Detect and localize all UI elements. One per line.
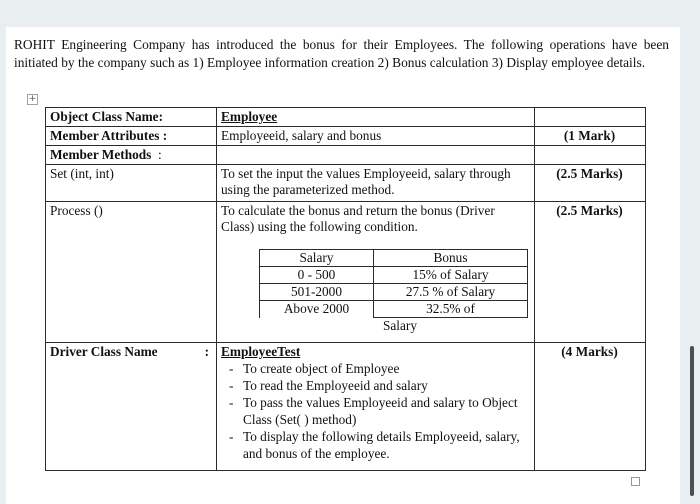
- list-item: - To display the following details Employeeid, salary, and bonus of the employee.: [229, 428, 529, 462]
- member-attributes-label: Member Attributes: [50, 128, 160, 143]
- bonus-cell: 0 - 500: [260, 267, 374, 284]
- row-member-attributes: [46, 127, 646, 146]
- process-method-marks: (2.5 Marks): [535, 202, 646, 343]
- bonus-cell: 27.5 % of Salary: [374, 284, 528, 301]
- member-methods-label: Member Methods: [50, 147, 152, 162]
- list-item: - To read the Employeeid and salary: [229, 377, 529, 394]
- member-methods-value: [217, 146, 535, 165]
- row-process-method: [46, 202, 646, 343]
- process-method-desc: To calculate the bonus and return the bonus (Driver Class) using the following condition.: [221, 203, 495, 234]
- bonus-header-salary: Salary: [260, 250, 374, 267]
- table-move-handle-icon[interactable]: +: [28, 94, 37, 104]
- object-class-marks: [535, 108, 646, 127]
- member-methods-label-cell: Member Methods :: [46, 146, 217, 165]
- member-attributes-marks: (1 Mark): [535, 127, 646, 146]
- driver-class-value: EmployeeTest: [221, 344, 301, 359]
- list-item: - To create object of Employee: [229, 360, 529, 377]
- row-driver-class: [46, 343, 646, 471]
- bonus-table: [259, 249, 528, 318]
- bonus-header-bonus: Bonus: [374, 250, 528, 267]
- set-method-label: Set (int, int): [46, 165, 217, 202]
- driver-class-cell: [217, 343, 535, 471]
- member-attributes-label-cell: Member Attributes :: [46, 127, 217, 146]
- table-resize-handle-icon[interactable]: [631, 477, 640, 486]
- row-set-method: [46, 165, 646, 202]
- bonus-cell: 501-2000: [260, 284, 374, 301]
- bonus-cell: Above 2000: [260, 301, 374, 318]
- requirements-table: [45, 107, 646, 471]
- driver-class-label-cell: Driver Class Name :: [46, 343, 217, 471]
- set-method-desc: To set the input the values Employeeid, salary through using the parameterized method.: [217, 165, 535, 202]
- object-class-value: Employee: [217, 108, 535, 127]
- driver-class-marks: (4 Marks): [535, 343, 646, 471]
- row-object-class: [46, 108, 646, 127]
- process-method-label: Process (): [46, 202, 217, 343]
- list-item: - To pass the values Employeeid and salary to Object Class (Set( ) method): [229, 394, 529, 428]
- process-method-cell: [217, 202, 535, 343]
- member-attributes-value: Employeeid, salary and bonus: [217, 127, 535, 146]
- bonus-trailing-text: Salary: [383, 318, 417, 333]
- bonus-cell: 32.5% of: [374, 301, 528, 318]
- bonus-cell: 15% of Salary: [374, 267, 528, 284]
- intro-paragraph: ROHIT Engineering Company has introduced the bonus for their Employees. The following operations have been initiated by the company such as 1) Employee information creation 2) Bonus calculation 3) Display employee details.: [14, 37, 669, 70]
- document-page: [6, 27, 680, 504]
- row-member-methods: [46, 146, 646, 165]
- set-method-marks: (2.5 Marks): [535, 165, 646, 202]
- object-class-label: Object Class Name:: [46, 108, 217, 127]
- driver-steps-list: [221, 360, 529, 462]
- driver-class-label: Driver Class Name: [50, 344, 158, 359]
- vertical-scrollbar[interactable]: [690, 346, 694, 496]
- member-methods-marks: [535, 146, 646, 165]
